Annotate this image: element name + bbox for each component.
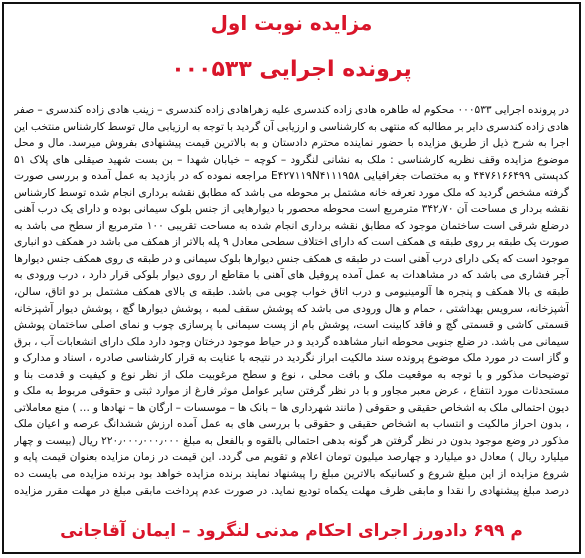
notice-frame: [2, 2, 581, 554]
notice-body-text: در پرونده اجرایی ۰۰۰۵۳۳ محکوم له طاهره هادی زاده کندسری علیه زهراهادی زاده کندسری – زینب هادی زاده کندسری – صفر هادی زاده کندسری دایر بر مطالبه که منتهی به کارشناسی و ارزیابی آن گردید با توجه به ارزیابی مال توسط کارشناس منتخب این اجرا به شرح ذیل از طریق مزایده با حضور نماینده محترم دادستان و به بالاترین قیمت پیشنهادی بفروش میرسد. مال و محل موضوع مزایده وقف نظریه کارشناسی : ملک به نشانی لنگرود – کوچه – خیابان شهدا – بن بست شهید صیقلی های پلاک ۵۱ کدپستی ۴۴۷۶۱۶۶۴۹۹ و به مختصات جغرافیایی E۴۲۷۱۱۹N۴۱۱۱۹۵۸ مراجعه نموده که در بازدید به عمل آمده و بررسی صورت گرفته مشخص گردید که ملک مورد تعرفه خانه مشتمل بر محوطه می باشد که مطابق نقشه برداری انجام شده توسط کارشناس نقشه بردار ی مساحت آن ۳۴۲٫۷۰ مترمربع است محوطه محصور با دیوارهایی از جنس بلوک سیمانی بوده و دارای یک درب آهنی درضلع شرقی است ساختمان موجود که مطابق نقشه برداری انجام شده به مساحت تقریبی ۱۰۰ مترمربع از سطح می باشد به صورت یک طبقه بر روی طبقه ی همکف است که دارای اختلاف سطحی معادل ۹ پله بالاتر از همکف می باشد در همکف دو انباری موجود است که یکی دارای درب آهنی است در طبقه ی همکف جنس دیوارها بلوک سیمانی و در طبقه ی روی همکف جنس دیوارها آجر فشاری می باشد که در مشاهدات به عمل آمده پروفیل های آهنی با مقاطع ار روی دیوار بلوکی قرار دارد ، درب ورودی به طبقه ی بالا همکف و پنجره ها آلومینیومی و درب اتاق خواب چوبی می باشد. طبقه ی بالای همکف مشتمل بر دو اتاق، سالن، آشپزخانه، سرویس بهداشتی ، حمام و هال ورودی می باشد که پوشش سقف لمبه ، پوشش دیوارها گچ ، پوشش دیوار آشپزخانه قسمتی کاشی و قسمتی گچ و فاقد کابینت است، پوشش بام از پست سیمانی با پرسازی چوب و نمای اصلی ساختمان پوشش سیمانی می باشد. در ضلع جنوبی محوطه انبار مشاهده گردید و در حیاط موجود درختان وجود دارد ملک دارای انشعابات آب ، برق و گاز است در مورد ملک موضوع پرونده سند مالکیت ابراز نگردید در نتیجه با عنایت به قرار کارشناسی صادره ، اسناد و مدارک و توضیحات مذکور و با توجه به موقعیت ملک و بافت محلی ، نوع و سطح مرغوبیت ملک از نظر نوع و کیفیت و قدمت بنا و مستحدثات مورد انتفاع ، عرض معبر مجاور و با در نظر گرفتن سایر عوامل موثر فارغ از موارد ثبتی و حقوقی مربوط به ملک و دیون احتمالی ملک به اشخاص حقیقی و حقوقی ( مانند شهرداری ها – بانک ها – موسسات – ارگان ها – نهادها و … ) منع معاملاتی ، بدون احراز مالکیت و انتساب به اشخاص حقیقی و حقوقی با بررسی های به عمل آمده ارزش ششدانگ عرصه و اعیان ملک مذکور در وضع موجود بدون در نظر گرفتن هر گونه بدهی احتمالی بالقوه و بالفعل به مبلغ ۲۲۰٫۰۰۰٫۰۰۰٫۰۰۰ ریال (بیست و چهار میلیارد ریال ) معادل دو میلیارد و چهارصد میلیون تومان اعلام و تقویم می گردد. این قیمت در زمان مزایده بعنوان قیمت پایه و شروع مزایده از این مبلغ شروع و کسانیکه بالاترین مبلغ را پیشنهاد نمایند برنده مزایده خواهد بود برنده مزایده می بایست ده درصد مبلغ پیشنهادی را نقدا و مابقی ظرف مهلت یکماه تودیع نماید. در صورت عدم پرداخت مابقی مبلغ در مهلت مقرر مزایده: [14, 104, 569, 497]
notice-title: مزایده نوبت اول: [210, 11, 373, 35]
notice-footer-signature: م ۶۹۹ دادورز اجرای احکام مدنی لنگرود – ایمان آقاجانی: [60, 521, 523, 541]
case-number-heading: پرونده اجرایی ۰۰۰۵۳۳: [171, 57, 412, 82]
